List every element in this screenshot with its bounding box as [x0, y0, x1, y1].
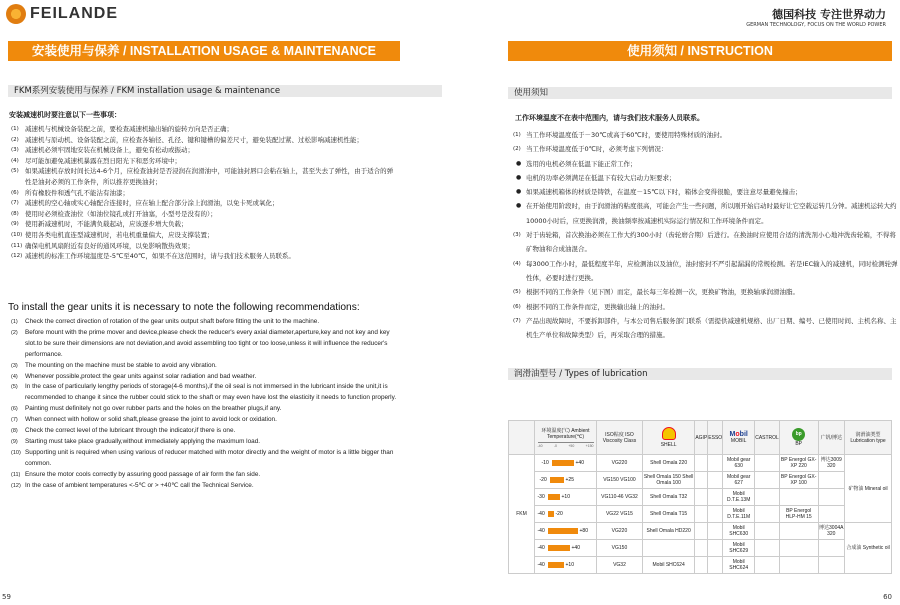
table-row: -20 +25 VG150 VG100 Shell Omala 150 Shell Omala 100 Mobil gear 627 BP Energol GX-XP 100 — [509, 472, 892, 489]
list-item: (3) 对于齿轮箱，首次换油必须在工作大约300小时（齿轮磨合期）后进行。在换油时应使用合适的清洗剂小心地冲洗齿轮箱，不得将矿物油和合成油混合。 — [513, 231, 896, 254]
table-row: FKM -10 +40 VG220 Shell Omala 220 Mobil gear 630 BP Energol GX-XP 220 博达3009 320 矿物油 Mineral oil — [509, 455, 892, 472]
list-item: (1) 减速机与机械设备装配之前，要检查减速机输出轴的旋转方向是否正确； — [11, 125, 233, 133]
cn-instruction-list — [9, 124, 395, 262]
installation-banner: 安装使用与保养 / INSTALLATION USAGE & MAINTENANCE — [8, 41, 400, 61]
temp-range-bar: -20 +25 — [539, 477, 574, 483]
list-item: ● 电机的功率必须满足在低温下有较大启动力矩要求； — [513, 171, 898, 185]
temp-range-bar: -40 +40 — [537, 545, 580, 551]
list-item: (1) 当工作环境温度低于－30℃或高于60℃时，要使用特殊材质的油封。 — [513, 131, 727, 139]
list-item: (5) In the case of particularly lengthy periods of storage(4-6 months),if the oil seal is not immersed in the lubricant inside the unit,it is recommended to change it since the rubber could stick to the shaft or may even have lost the elasticity it needs to function properly. — [11, 383, 397, 402]
temperature-notice: 工作环境温度不在表中范围内，请与我们技术服务人员联系。 — [515, 114, 704, 122]
temp-range-bar: -40 +80 — [537, 528, 588, 534]
col-bp: bp BP — [779, 421, 818, 455]
list-item: (10) Supporting unit is required when using various of reducer matched with motor directly and the weight of motor is a little bigger than common. — [11, 448, 394, 467]
col-lubrication-type: 润滑油类型 Lubrication type — [845, 421, 892, 455]
temp-range-bar: -40 -20 — [537, 511, 563, 517]
col-iso-viscosity: ISO粘度 ISO Viscosity Class — [597, 421, 643, 455]
list-item: (2) Before mount with the prime mover and device,please check the reducer's every axial diameter,aperture,key and not key and key slot.to be sure their dimensions are not deviation,and avoid assembling too tight or too loose,unless it will influence the reducer's performance. — [11, 328, 390, 358]
right-page — [450, 0, 900, 605]
col-shell: SHELL — [642, 421, 694, 455]
temp-range-bar: -40 +10 — [537, 562, 574, 568]
cn-subhead: 安装减速机时要注意以下一些事项： — [9, 111, 121, 119]
mineral-oil-cell: 矿物油 Mineral oil — [845, 455, 892, 523]
table-row: -40 +10 VG32 Mobil SHC624 Mobil SHC624 — [509, 557, 892, 574]
list-item: (4) 尽可能加避免减速机暴露在烈日阳光下和恶劣环境中； — [11, 156, 181, 165]
synthetic-oil-cell: 合成油 Synthetic oil — [845, 523, 892, 574]
lubrication-table — [508, 420, 892, 574]
list-item: (11) Ensure the motor cools correctly by assuring good passage of air form the fan side. — [11, 470, 261, 478]
page-number: 59 — [2, 593, 11, 601]
list-item: (9) Starting must take place gradually,without immediately applying the maximum load. — [11, 437, 261, 445]
slogan-cn: 德国科技 专注世界动力 — [772, 8, 886, 21]
section-title-instruction: 使用须知 — [508, 87, 892, 99]
list-item: (4) 每3000工作小时，最低程度半年，应检测油以及油位，油封密封不严引起漏漏的常规检测。若是IEC输入的减速机，同时检测轮弹性体，必要时进行更换。 — [513, 259, 898, 282]
slogan — [746, 6, 886, 28]
list-item: (6) 所有橡胶件和透气孔不能沾有油漆； — [11, 188, 129, 197]
shell-logo-icon — [662, 427, 676, 440]
bp-logo-icon: bp — [792, 428, 805, 441]
list-item: (6) Painting must definitely not go over rubber parts and the holes on the breather plugs,if any. — [11, 405, 282, 413]
logo-text: FEILANDE — [30, 5, 118, 22]
list-item: (2) 当工作环境温度低于0℃时，必须考虑下列情况： — [513, 145, 668, 154]
list-item: (8) 使用时必须检查油位（如油位镜孔或打开油塞，小型号是没有的）； — [11, 209, 217, 218]
list-item: (7) When connect with hollow or solid shaft,please grease the joint to avoid lock or oxidation. — [11, 416, 277, 424]
feilande-logo — [6, 4, 118, 24]
table-row: -40 +40 VG150 Mobil SHC629 — [509, 540, 892, 557]
col-agip: AGIP — [695, 421, 708, 455]
en-instruction-list — [9, 317, 397, 492]
list-item: (5) 如果减速机存放时间长达4-6个月，应检查油封是否浸润在润滑油中，可能油封唇口会粘在轴上，甚至失去了弹性，由于适合的弹性是油封必须的工作条件，所以推荐更换油封； — [11, 167, 394, 186]
list-item: (3) The mounting on the machine must be stable to avoid any vibration. — [11, 361, 217, 369]
list-item: (1) Check the correct direction of rotation of the gear units output shaft before fitting the unit to the machine. — [11, 318, 320, 325]
list-item: (8) Check the correct level of the lubricant through the indicator,if there is one. — [11, 427, 236, 435]
list-item: (12) In the case of ambient temperatures <-5℃ or > +40℃ call the Technical Service. — [11, 481, 254, 489]
list-item: (3) 减速机必须牢固地安装在机械设备上，避免有松动或振动； — [11, 146, 194, 155]
table-row: -40 +80 VG220 Shell Omala HD220 Mobil SHC630 博达3004A 320 合成油 Synthetic oil — [509, 523, 892, 540]
table-row: -30 +10 VG110-46 VG32 Shell Omala T32 Mobil D.T.E.13M — [509, 489, 892, 506]
mobil-logo-icon: Mobil — [729, 430, 748, 438]
list-item: (7) 产品出现故障时，不要拆卸部件，与本公司售后服务部门联系（需提供减速机规格、出厂日期、编号、已使用时间、主机名称、主机生产单位和故障类型）后，再采取合理的措施。 — [513, 316, 897, 340]
list-item: (10) 使用各类电机直连型减速机时，若电机重量偏大，应设支撑装置； — [11, 230, 214, 239]
logo-mark-icon — [6, 4, 26, 24]
col-castrol: CASTROL — [755, 421, 780, 455]
temp-range-bar: -10 +40 — [541, 460, 584, 466]
table-row: -40 -20 VG22 VG15 Shell Omala T15 Mobil D.T.E.11M BP Energol HLP-HM 15 — [509, 506, 892, 523]
table-header-row — [509, 421, 892, 455]
section-title-lubrication: 润滑油型号 / Types of lubrication — [508, 368, 892, 380]
col-esso: ESSO — [708, 421, 723, 455]
model-cell: FKM — [509, 455, 535, 574]
col-ambient-temperature: 环境温度(℃) Ambient Temperature(℃) -40 -0 +50 +150 — [535, 421, 597, 455]
list-item: (12) 减速机的标准工作环境温度是-5℃至40℃，如果不在这范围时，请与我们技术服务人员联系。 — [11, 252, 295, 261]
list-item: (6) 根据不同的工作条件而定，更换输出轴上的油封。 — [513, 302, 669, 311]
instruction-list — [513, 128, 898, 342]
list-item: ● 在开始使用阶段时，由于润滑油的粘度很高，可能会产生一些问题，所以刚开始启动时最好让它空载运转几分钟。减速机运转大约10000小时后，应更换润滑，换油频率按减速机实际运行情况和工作环境条件而定。 — [513, 199, 898, 228]
list-item: (7) 减速机的空心轴或实心轴配合连接时，应在轴上配合部分涂上润滑油，以免卡死或氧化； — [11, 199, 279, 208]
list-item: ● 如果减速机箱体的材质是铸铁，在温度－15℃以下时，箱体会变得很脆，要注意尽量避免撞击； — [513, 185, 898, 199]
temperature-scale: -40 -0 +50 +150 — [537, 444, 594, 448]
list-item: (4) Whenever possible,protect the gear units against solar radiation and bad weather. — [11, 372, 257, 380]
instruction-banner: 使用须知 / INSTRUCTION — [508, 41, 892, 61]
list-item: (9) 使用新减速机时，不能满负载起动，应该逐步增大负载； — [11, 220, 188, 229]
slogan-en: GERMAN TECHNOLOGY, FOCUS ON THE WORLD POWER — [746, 22, 886, 28]
en-title: To install the gear units it is necessary to note the following recommendations: — [8, 302, 360, 313]
section-title-fkm: FKM系列安装使用与保养 / FKM installation usage & maintenance — [8, 85, 442, 97]
list-item: (11) 确保电机风扇附近有良好的通风环境，以免影响散热效果； — [11, 241, 194, 250]
col-guangfan: 广钒/博达 — [818, 421, 845, 455]
col-mobil: Mobil MOBIL — [723, 421, 755, 455]
list-item: (5) 根据不同的工作条件（见下图）而定，最长每三年检测一次，更换矿物油，更换轴承润滑油脂。 — [513, 288, 799, 297]
list-item: ● 选用的电机必须在低温下能正常工作； — [513, 157, 898, 171]
page-number: 60 — [883, 593, 892, 601]
temp-range-bar: -30 +10 — [537, 494, 570, 500]
list-item: (2) 减速机与原动机、设备装配之前，应检查各轴径、孔径、键和键槽的偏差尺寸，避免装配过紧、过松影响减速机性能； — [11, 135, 363, 144]
